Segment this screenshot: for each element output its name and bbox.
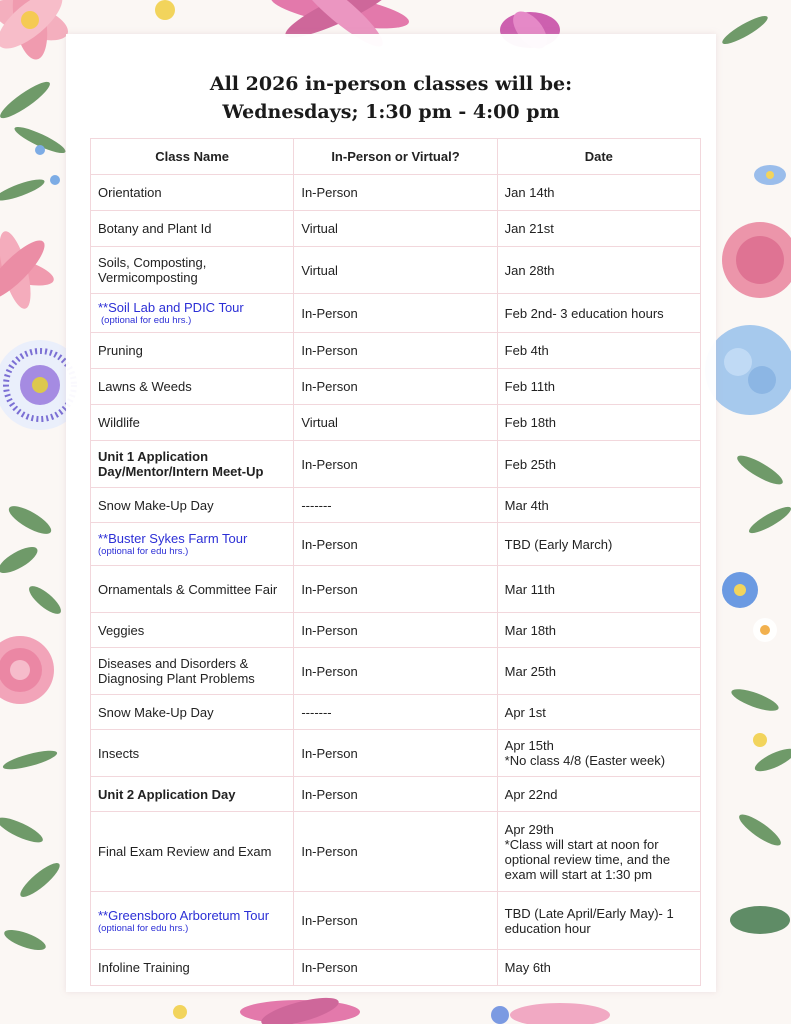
page-title [66, 70, 716, 126]
mode-cell: In-Person [294, 950, 497, 986]
title-line-1: All 2026 in-person classes will be: [209, 73, 573, 95]
date-cell: Feb 2nd- 3 education hours [497, 294, 700, 333]
table-row [91, 523, 701, 566]
class-name-cell: Orientation [91, 175, 294, 211]
date-cell: Jan 14th [497, 175, 700, 211]
table-row [91, 333, 701, 369]
title-line-2: Wednesdays; 1:30 pm - 4:00 pm [222, 101, 560, 123]
class-name-cell: Lawns & Weeds [91, 369, 294, 405]
date-cell: Feb 11th [497, 369, 700, 405]
class-name-cell: Unit 1 Application Day/Mentor/Intern Meet-Up [91, 441, 294, 488]
optional-note: (optional for edu hrs.) [98, 546, 189, 557]
mode-cell: In-Person [294, 333, 497, 369]
class-name-cell: Soils, Composting, Vermicomposting [91, 247, 294, 294]
mode-cell: In-Person [294, 730, 497, 777]
table-row [91, 812, 701, 892]
optional-class-link[interactable]: **Buster Sykes Farm Tour [98, 531, 248, 546]
date-cell: Mar 11th [497, 566, 700, 613]
date-cell: May 6th [497, 950, 700, 986]
table-row [91, 648, 701, 695]
class-name-cell: Veggies [91, 613, 294, 648]
column-header-date: Date [497, 139, 700, 175]
table-row [91, 175, 701, 211]
table-row [91, 613, 701, 648]
optional-class-link[interactable]: **Greensboro Arboretum Tour [98, 907, 270, 923]
mode-cell: In-Person [294, 812, 497, 892]
table-row [91, 211, 701, 247]
table-row [91, 369, 701, 405]
table-row [91, 892, 701, 950]
class-name-cell: Pruning [91, 333, 294, 369]
date-cell: Mar 4th [497, 488, 700, 523]
table-row [91, 777, 701, 812]
class-name-cell [91, 294, 294, 333]
class-name-cell: Snow Make-Up Day [91, 695, 294, 730]
date-cell: Apr 1st [497, 695, 700, 730]
class-name-cell: Insects [91, 730, 294, 777]
optional-class-link[interactable]: **Soil Lab and PDIC Tour [98, 300, 244, 315]
date-cell: Apr 29th *Class will start at noon for optional review time, and the exam will start at 1:30 pm [497, 812, 700, 892]
class-name-cell: Ornamentals & Committee Fair [91, 566, 294, 613]
class-name-cell [91, 523, 294, 566]
mode-cell: In-Person [294, 523, 497, 566]
mode-cell: In-Person [294, 566, 497, 613]
class-name-cell [91, 892, 294, 950]
optional-note: (optional for edu hrs.) [98, 922, 189, 934]
date-cell: Mar 18th [497, 613, 700, 648]
date-cell: Apr 15th *No class 4/8 (Easter week) [497, 730, 700, 777]
mode-cell: Virtual [294, 211, 497, 247]
table-row [91, 566, 701, 613]
date-cell: TBD (Late April/Early May)- 1 education hour [497, 892, 700, 950]
mode-cell: In-Person [294, 441, 497, 488]
mode-cell: In-Person [294, 369, 497, 405]
date-cell: Mar 25th [497, 648, 700, 695]
table-row [91, 294, 701, 333]
date-cell: Jan 28th [497, 247, 700, 294]
class-name-cell: Infoline Training [91, 950, 294, 986]
optional-note: (optional for edu hrs.) [101, 315, 192, 326]
mode-cell: In-Person [294, 613, 497, 648]
class-name-cell: Final Exam Review and Exam [91, 812, 294, 892]
class-name-cell: Diseases and Disorders & Diagnosing Plant Problems [91, 648, 294, 695]
column-header-mode: In-Person or Virtual? [294, 139, 497, 175]
date-cell: Jan 21st [497, 211, 700, 247]
mode-cell: Virtual [294, 247, 497, 294]
table-row [91, 441, 701, 488]
mode-cell: In-Person [294, 892, 497, 950]
date-cell: Apr 22nd [497, 777, 700, 812]
column-header-class-name: Class Name [91, 139, 294, 175]
class-name-cell: Wildlife [91, 405, 294, 441]
mode-cell: In-Person [294, 777, 497, 812]
table-row [91, 488, 701, 523]
mode-cell: In-Person [294, 648, 497, 695]
table-row [91, 950, 701, 986]
date-cell: Feb 25th [497, 441, 700, 488]
class-schedule-table [90, 138, 701, 986]
mode-cell: In-Person [294, 175, 497, 211]
table-header-row [91, 139, 701, 175]
class-name-cell: Botany and Plant Id [91, 211, 294, 247]
date-cell: TBD (Early March) [497, 523, 700, 566]
class-name-cell: Unit 2 Application Day [91, 777, 294, 812]
mode-cell: ------- [294, 488, 497, 523]
date-cell: Feb 4th [497, 333, 700, 369]
date-cell: Feb 18th [497, 405, 700, 441]
table-row [91, 730, 701, 777]
mode-cell: ------- [294, 695, 497, 730]
table-row [91, 247, 701, 294]
table-row [91, 405, 701, 441]
table-row [91, 695, 701, 730]
mode-cell: Virtual [294, 405, 497, 441]
mode-cell: In-Person [294, 294, 497, 333]
class-name-cell: Snow Make-Up Day [91, 488, 294, 523]
